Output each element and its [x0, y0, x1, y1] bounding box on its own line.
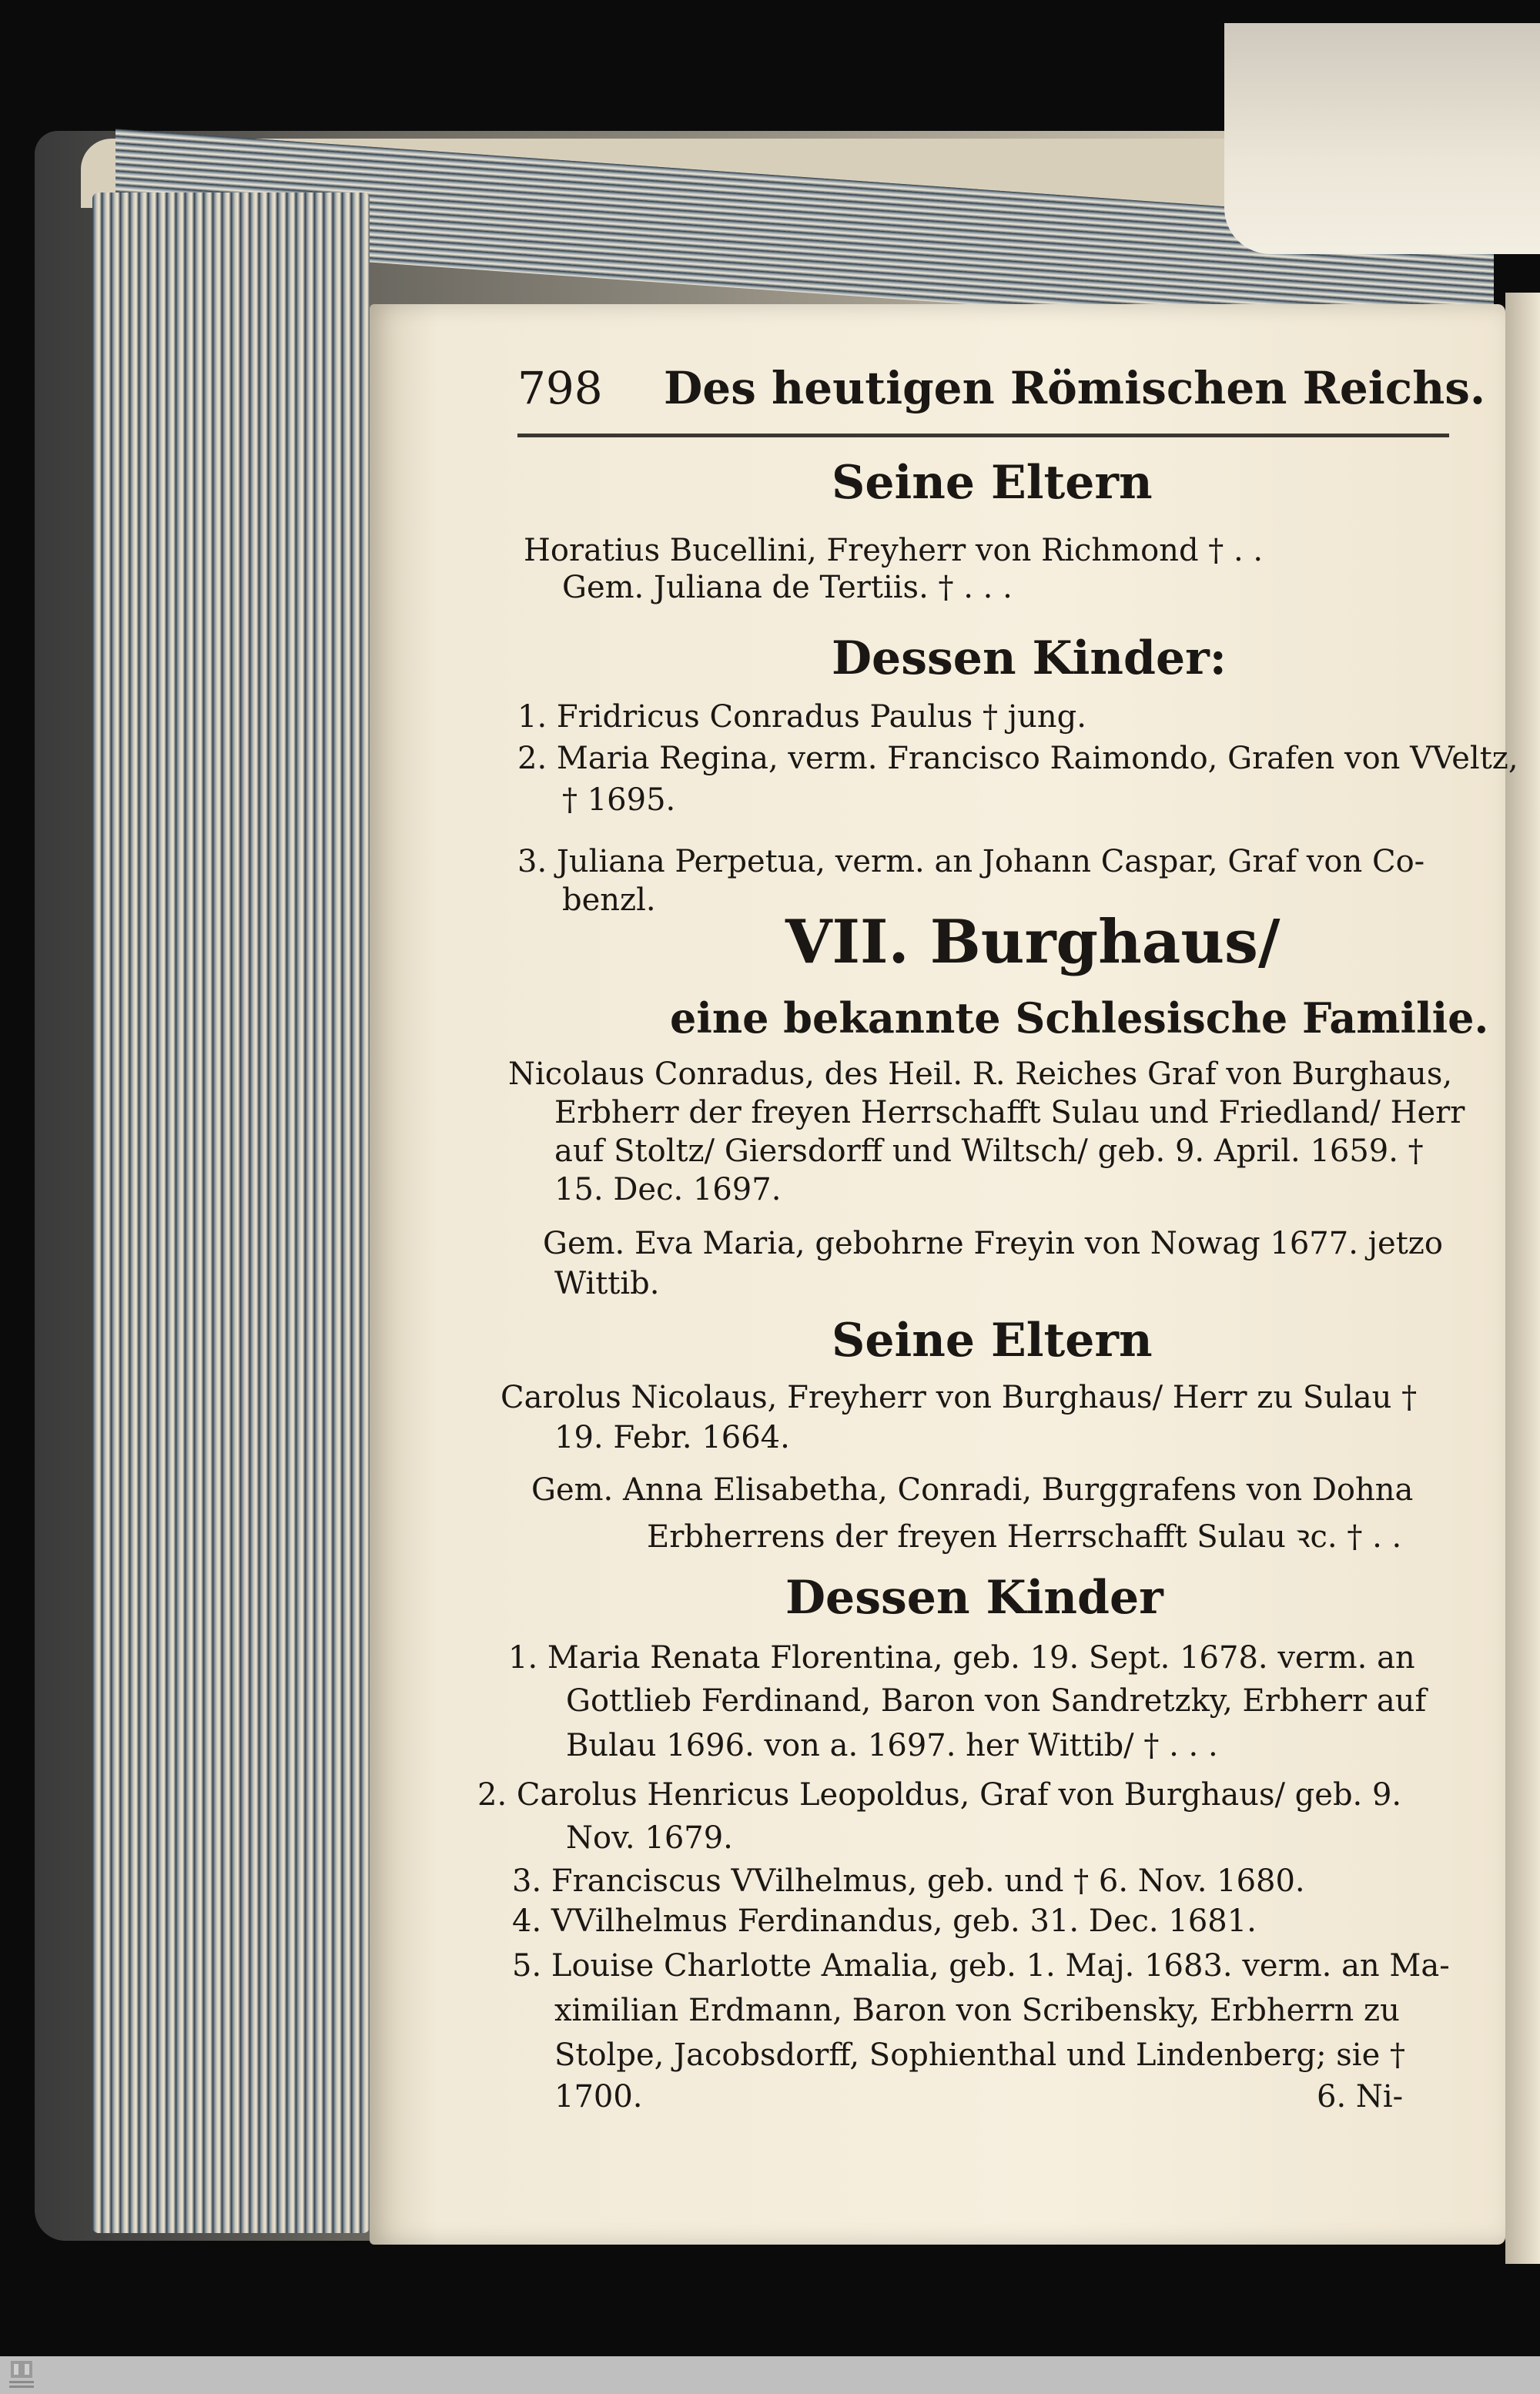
head-rule: [517, 434, 1449, 437]
text-line: ximilian Erdmann, Baron von Scribensky, Erbherrn zu: [554, 1993, 1400, 2028]
text-line: Gem. Eva Maria, gebohrne Freyin von Nowag 1677. jetzo: [543, 1226, 1443, 1261]
text-line: Nicolaus Conradus, des Heil. R. Reiches Graf von Burghaus,: [508, 1056, 1453, 1092]
facing-pages: [1224, 23, 1540, 254]
text-line: 4. VVilhelmus Ferdinandus, geb. 31. Dec. 1681.: [512, 1903, 1257, 1939]
page-number: 798: [517, 362, 603, 414]
heading-seine-eltern-2: Seine Eltern: [832, 1314, 1153, 1368]
scan-footer-bar: [0, 2356, 1540, 2394]
running-title: Des heutigen Römischen Reichs.: [664, 362, 1486, 414]
catchword: 6. Ni-: [1317, 2079, 1404, 2114]
text-line: Nov. 1679.: [566, 1820, 733, 1856]
text-line: Wittib.: [554, 1266, 660, 1301]
text-line: Carolus Nicolaus, Freyherr von Burghaus/ Herr zu Sulau †: [500, 1380, 1418, 1415]
section-subtitle: eine bekannte Schlesische Familie.: [670, 993, 1489, 1043]
heading-dessen-kinder-2: Dessen Kinder: [785, 1571, 1163, 1625]
text-line: † 1695.: [562, 782, 676, 818]
text-line: Erbherrens der freyen Herrschafft Sulau ꝛc. † . .: [647, 1519, 1402, 1555]
page-edges-left: [92, 193, 370, 2233]
text-line: 1. Fridricus Conradus Paulus † jung.: [517, 699, 1086, 735]
text-line: Erbherr der freyen Herrschafft Sulau und Friedland/ Herr: [554, 1095, 1465, 1130]
text-line: 15. Dec. 1697.: [554, 1172, 782, 1207]
text-line: Gem. Juliana de Tertiis. † . . .: [562, 570, 1013, 605]
running-head: [517, 362, 1486, 414]
facing-page-edge: [1505, 293, 1540, 2264]
text-line: 5. Louise Charlotte Amalia, geb. 1. Maj. 1683. verm. an Ma-: [512, 1948, 1450, 1984]
text-line: 1. Maria Renata Florentina, geb. 19. Sept. 1678. verm. an: [508, 1640, 1415, 1676]
text-line: Bulau 1696. von a. 1697. her Wittib/ † . . .: [566, 1728, 1218, 1763]
heading-seine-eltern-1: Seine Eltern: [832, 456, 1153, 510]
library-logo-icon: [6, 2358, 37, 2392]
heading-dessen-kinder-1: Dessen Kinder:: [832, 631, 1227, 685]
text-line: auf Stoltz/ Giersdorff und Wiltsch/ geb. 9. April. 1659. †: [554, 1133, 1424, 1169]
section-title: VII. Burghaus/: [785, 907, 1281, 977]
text-line: Gem. Anna Elisabetha, Conradi, Burggrafens von Dohna: [531, 1472, 1414, 1508]
text-line: Stolpe, Jacobsdorff, Sophienthal und Lindenberg; sie †: [554, 2037, 1405, 2073]
text-line: 3. Franciscus VVilhelmus, geb. und † 6. Nov. 1680.: [512, 1863, 1305, 1899]
text-line: Horatius Bucellini, Freyherr von Richmond † . .: [524, 533, 1264, 568]
text-line: 2. Maria Regina, verm. Francisco Raimondo, Grafen von VVeltz,: [517, 741, 1518, 776]
text-line: 2. Carolus Henricus Leopoldus, Graf von Burghaus/ geb. 9.: [477, 1777, 1402, 1813]
text-line: 19. Febr. 1664.: [554, 1420, 790, 1455]
text-line: benzl.: [562, 882, 656, 918]
text-line: 1700.: [554, 2079, 643, 2114]
text-line: 3. Juliana Perpetua, verm. an Johann Caspar, Graf von Co-: [517, 844, 1425, 879]
text-line: Gottlieb Ferdinand, Baron von Sandretzky, Erbherr auf: [566, 1683, 1427, 1719]
